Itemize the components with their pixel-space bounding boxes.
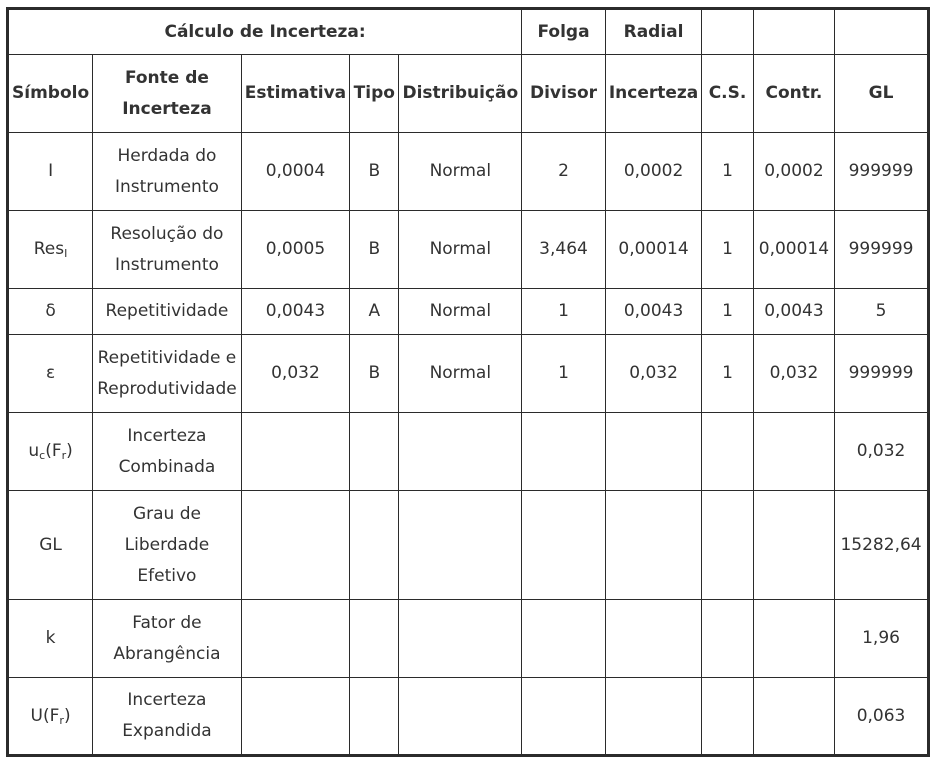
cell-distribuicao: Normal [399, 335, 522, 413]
symbol-main: Res [33, 239, 65, 259]
source-line2: Reprodutividade [97, 378, 237, 399]
summary-row-effective-dof [8, 491, 929, 600]
cell-tipo: B [350, 133, 399, 211]
cell-symbol: I [8, 133, 93, 211]
uncertainty-table [6, 7, 930, 757]
empty-cell [522, 491, 606, 600]
empty-cell [522, 600, 606, 678]
empty-cell [350, 600, 399, 678]
source-line3: Efetivo [137, 565, 197, 586]
symbol-main: u [28, 441, 40, 461]
empty-cell [522, 678, 606, 756]
cell-distribuicao: Normal [399, 133, 522, 211]
symbol-suffix: ) [66, 441, 73, 461]
cell-estimativa: 0,0005 [241, 211, 349, 289]
cell-tipo: A [350, 289, 399, 335]
cell-source [93, 491, 242, 600]
empty-cell [605, 600, 701, 678]
cell-estimativa: 0,0043 [241, 289, 349, 335]
cell-tipo: B [350, 335, 399, 413]
header-folga: Folga [522, 9, 606, 55]
empty-cell [241, 413, 349, 491]
cell-source [93, 600, 242, 678]
col-divisor: Divisor [522, 55, 606, 133]
source-line1: Herdada do [117, 145, 217, 166]
cell-contr: 0,0043 [753, 289, 834, 335]
col-gl: GL [835, 55, 929, 133]
summary-row-combined [8, 413, 929, 491]
empty-cell [702, 413, 753, 491]
cell-symbol [8, 211, 93, 289]
col-incerteza: Incerteza [605, 55, 701, 133]
empty-cell [702, 600, 753, 678]
symbol-mid: (F [45, 441, 62, 461]
cell-cs: 1 [702, 335, 753, 413]
col-fonte-line2: Incerteza [122, 98, 212, 119]
source-line2: Liberdade [124, 534, 210, 555]
summary-row-coverage-factor [8, 600, 929, 678]
empty-cell [399, 413, 522, 491]
cell-estimativa: 0,032 [241, 335, 349, 413]
empty-cell [241, 678, 349, 756]
empty-cell [605, 491, 701, 600]
cell-gl: 1,96 [835, 600, 929, 678]
source-line1: Fator de [132, 612, 202, 633]
cell-contr: 0,032 [753, 335, 834, 413]
cell-cs: 1 [702, 133, 753, 211]
cell-gl: 0,063 [835, 678, 929, 756]
symbol-subscript-2: r [61, 449, 67, 462]
col-contr: Contr. [753, 55, 834, 133]
cell-contr: 0,0002 [753, 133, 834, 211]
cell-divisor: 1 [522, 289, 606, 335]
cell-source [93, 133, 242, 211]
empty-cell [753, 600, 834, 678]
cell-distribuicao: Normal [399, 289, 522, 335]
source-line2: Abrangência [113, 643, 221, 664]
table-title: Cálculo de Incerteza: [8, 9, 522, 55]
summary-row-expanded [8, 678, 929, 756]
cell-source [93, 335, 242, 413]
header-empty-contr [753, 9, 834, 55]
cell-divisor: 2 [522, 133, 606, 211]
cell-gl: 0,032 [835, 413, 929, 491]
empty-cell [399, 491, 522, 600]
empty-cell [605, 413, 701, 491]
header-empty-gl [835, 9, 929, 55]
empty-cell [522, 413, 606, 491]
col-fonte [93, 55, 242, 133]
cell-gl: 999999 [835, 335, 929, 413]
empty-cell [753, 413, 834, 491]
cell-divisor: 1 [522, 335, 606, 413]
table-row [8, 211, 929, 289]
col-distribuicao: Distribuição [399, 55, 522, 133]
empty-cell [350, 413, 399, 491]
cell-source [93, 413, 242, 491]
cell-source [93, 678, 242, 756]
cell-contr: 0,00014 [753, 211, 834, 289]
source-line2: Instrumento [114, 176, 219, 197]
table-row [8, 133, 929, 211]
source-line1: Grau de [132, 503, 201, 524]
empty-cell [702, 491, 753, 600]
col-fonte-line1: Fonte de [124, 67, 209, 88]
cell-incerteza: 0,032 [605, 335, 701, 413]
cell-gl: 999999 [835, 133, 929, 211]
col-tipo: Tipo [350, 55, 399, 133]
cell-incerteza: 0,0043 [605, 289, 701, 335]
cell-symbol: GL [8, 491, 93, 600]
col-cs: C.S. [702, 55, 753, 133]
empty-cell [753, 491, 834, 600]
cell-gl: 999999 [835, 211, 929, 289]
source-line2: Combinada [118, 456, 216, 477]
cell-estimativa: 0,0004 [241, 133, 349, 211]
source-line2: Expandida [122, 721, 212, 741]
empty-cell [605, 678, 701, 756]
table-row [8, 335, 929, 413]
cell-incerteza: 0,00014 [605, 211, 701, 289]
table-row [8, 289, 929, 335]
col-simbolo: Símbolo [8, 55, 93, 133]
empty-cell [753, 678, 834, 756]
empty-cell [241, 491, 349, 600]
symbol-subscript: c [39, 449, 46, 462]
symbol-subscript: I [64, 247, 68, 260]
empty-cell [241, 600, 349, 678]
cell-symbol [8, 413, 93, 491]
cell-gl: 5 [835, 289, 929, 335]
cell-symbol: δ [8, 289, 93, 335]
cell-source: Repetitividade [93, 289, 242, 335]
source-line1: Incerteza [127, 425, 207, 446]
empty-cell [702, 678, 753, 756]
source-line1: Resolução do [110, 223, 224, 244]
empty-cell [350, 491, 399, 600]
cell-incerteza: 0,0002 [605, 133, 701, 211]
cell-source [93, 211, 242, 289]
header-row-columns [8, 55, 929, 133]
cell-symbol [8, 678, 93, 756]
header-row-top [8, 9, 929, 55]
header-radial: Radial [605, 9, 701, 55]
cell-gl: 15282,64 [835, 491, 929, 600]
symbol-subscript: r [59, 713, 64, 727]
empty-cell [350, 678, 399, 756]
col-estimativa: Estimativa [241, 55, 349, 133]
empty-cell [399, 678, 522, 756]
header-empty-cs [702, 9, 753, 55]
symbol-main: U(F [30, 705, 60, 726]
cell-distribuicao: Normal [399, 211, 522, 289]
symbol-suffix: ) [63, 705, 71, 726]
uncertainty-table-container [6, 7, 930, 757]
empty-cell [399, 600, 522, 678]
cell-tipo: B [350, 211, 399, 289]
source-line2: Instrumento [114, 254, 219, 275]
cell-cs: 1 [702, 211, 753, 289]
source-line1: Repetitividade e [97, 347, 237, 368]
cell-symbol: k [8, 600, 93, 678]
cell-cs: 1 [702, 289, 753, 335]
cell-symbol: ε [8, 335, 93, 413]
cell-divisor: 3,464 [522, 211, 606, 289]
source-line1: Incerteza [127, 690, 207, 710]
